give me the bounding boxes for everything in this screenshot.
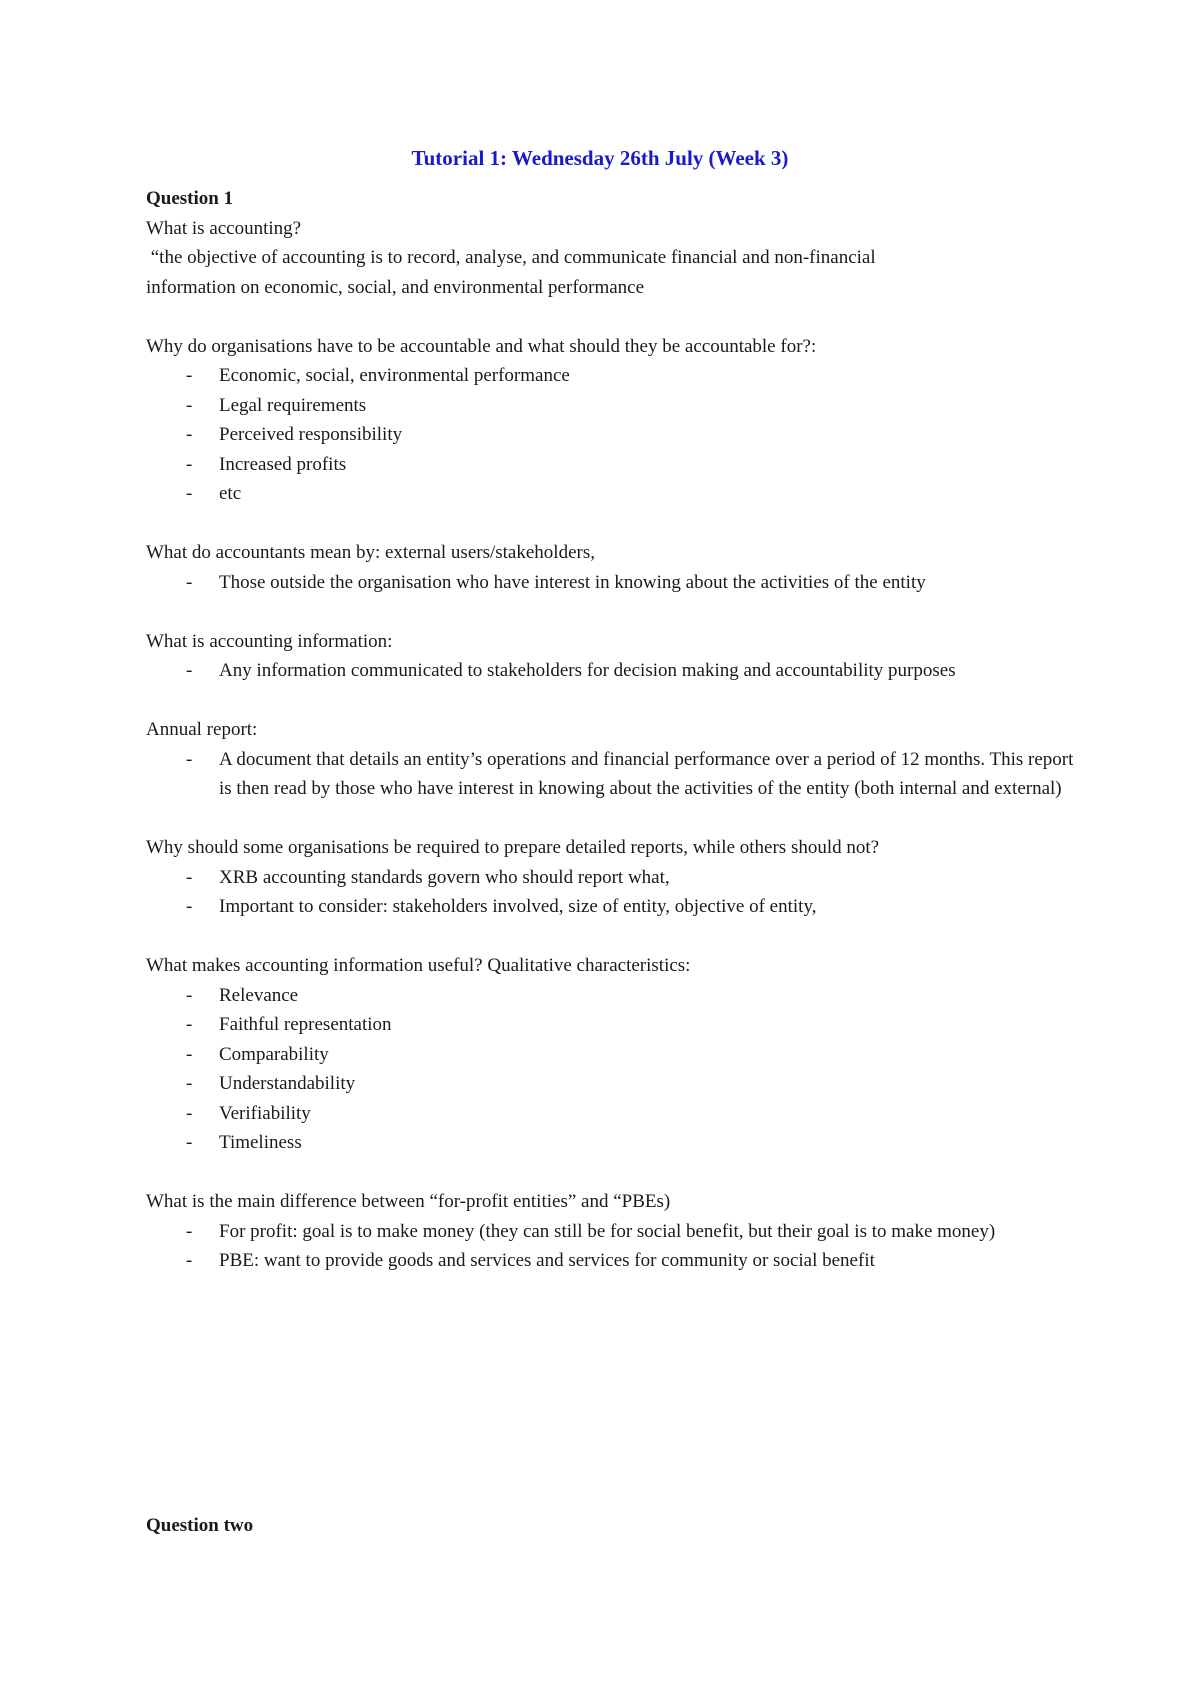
bullet-dash: - [186, 1250, 193, 1271]
list-item: - A document that details an entity’s operations and financial performance over a period of 12 months. This report is then read by those who have interest in knowing about the activities of the entity (both internal and external) [146, 745, 1076, 804]
for-profit-prompt: What is the main difference between “for-profit entities” and “PBEs) [146, 1191, 671, 1212]
bullet-dash: - [186, 1014, 193, 1035]
document-title: Tutorial 1: Wednesday 26th July (Week 3) [411, 146, 789, 170]
list-item: - Those outside the organisation who have interest in knowing about the activities of the entity [146, 568, 1076, 598]
list-item: - Verifiability [146, 1099, 1076, 1129]
list-item: - XRB accounting standards govern who should report what, [146, 863, 1076, 893]
list-item: - Timeliness [146, 1128, 1076, 1158]
list-item: - Economic, social, environmental performance [146, 361, 1076, 391]
list-item: - Faithful representation [146, 1010, 1076, 1040]
bullet-dash: - [186, 394, 193, 416]
spacer [146, 509, 1076, 539]
external-users-prompt: What do accountants mean by: external users/stakeholders, [146, 542, 595, 563]
bullet-dash: - [186, 1132, 193, 1153]
spacer [146, 804, 1076, 834]
accounting-info-prompt: What is accounting information: [146, 630, 393, 652]
document-body [146, 184, 1076, 1276]
bullet-dash: - [186, 1220, 193, 1242]
detailed-reports-prompt: Why should some organisations be required to prepare detailed reports, while others should not? [146, 837, 880, 858]
list-item: - Any information communicated to stakeholders for decision making and accountability purposes [146, 656, 1076, 686]
list-item: - PBE: want to provide goods and services and services for community or social benefit [146, 1246, 1076, 1276]
bullet-dash: - [186, 424, 193, 445]
accountable-prompt: Why do organisations have to be accountable and what should they be accountable for?: [146, 335, 817, 357]
bullet-dash: - [186, 748, 193, 770]
spacer [146, 1158, 1076, 1188]
bullet-dash: - [186, 660, 193, 681]
bullet-dash: - [186, 453, 193, 475]
qualitative-prompt: What makes accounting information useful? Qualitative characteristics: [146, 955, 691, 976]
list-item: - For profit: goal is to make money (they can still be for social benefit, but their goal is to make money) [146, 1217, 1076, 1247]
spacer [146, 302, 1076, 332]
spacer [146, 597, 1076, 627]
list-item: - Increased profits [146, 450, 1076, 480]
list-item: - Legal requirements [146, 391, 1076, 421]
question-2-heading: Question two [146, 1515, 254, 1536]
bullet-dash: - [186, 896, 193, 917]
q1-answer-line-1: “the objective of accounting is to record, analyse, and communicate financial and non-financial [146, 247, 876, 268]
question-1-heading: Question 1 [146, 188, 234, 209]
bullet-dash: - [186, 571, 193, 593]
bullet-dash: - [186, 1073, 193, 1094]
list-item: - Understandability [146, 1069, 1076, 1099]
bullet-dash: - [186, 483, 193, 504]
list-item: - etc [146, 479, 1076, 509]
q1-answer-line-2: information on economic, social, and environmental performance [146, 276, 645, 298]
bullet-dash: - [186, 984, 193, 1006]
list-item: - Perceived responsibility [146, 420, 1076, 450]
annual-report-prompt: Annual report: [146, 719, 258, 740]
list-item: - Comparability [146, 1040, 1076, 1070]
spacer [146, 686, 1076, 716]
list-item: - Important to consider: stakeholders involved, size of entity, objective of entity, [146, 892, 1076, 922]
bullet-dash: - [186, 1102, 193, 1124]
bullet-dash: - [186, 365, 193, 386]
list-item: - Relevance [146, 981, 1076, 1011]
bullet-dash: - [186, 1043, 193, 1065]
bullet-dash: - [186, 866, 193, 888]
q1-prompt: What is accounting? [146, 217, 302, 239]
spacer [146, 922, 1076, 952]
